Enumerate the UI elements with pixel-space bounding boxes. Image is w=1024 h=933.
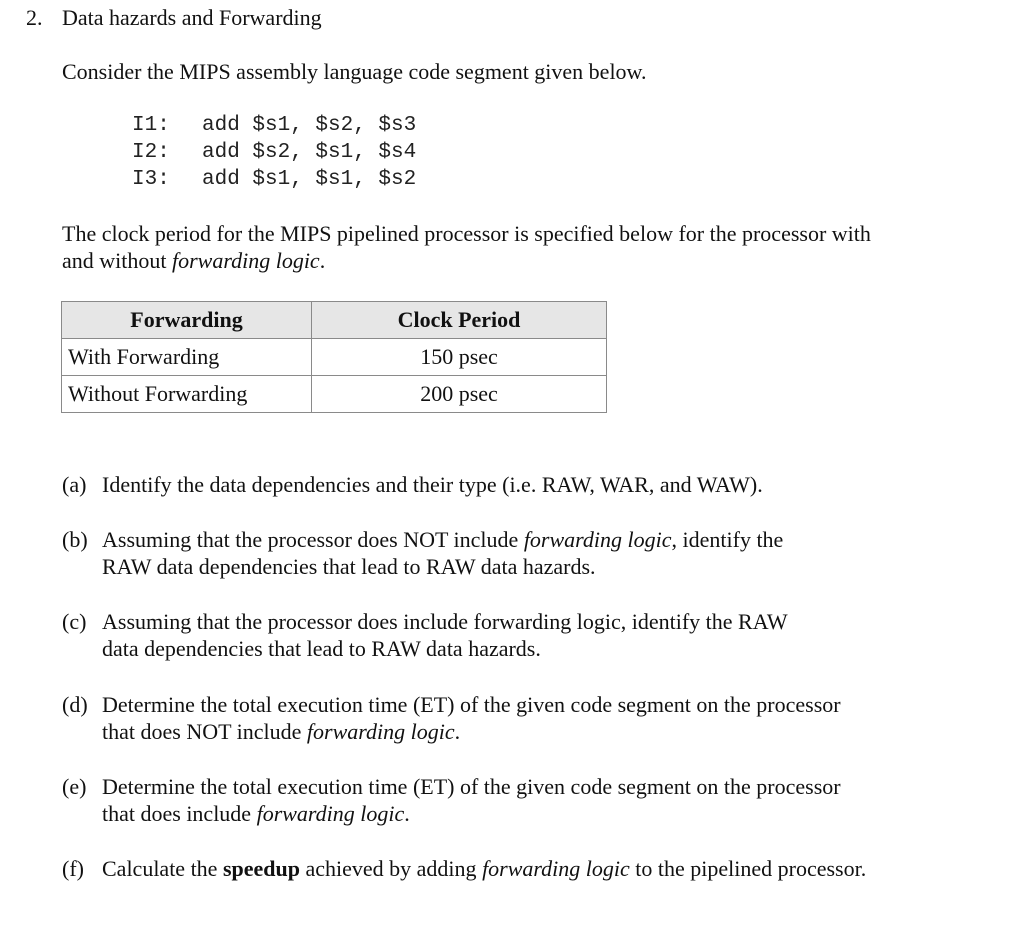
part-letter: (d)	[62, 692, 88, 717]
part-d-line-1: Determine the total execution time (ET) of the given code segment on the processor	[102, 692, 841, 717]
part-b-line-2: RAW data dependencies that lead to RAW data hazards.	[102, 554, 596, 579]
table-row	[62, 339, 607, 376]
part-e-text: that does include	[102, 801, 257, 826]
clock-period-table	[61, 301, 607, 413]
part-f-line-1	[102, 855, 866, 882]
part-d-text: that does NOT include	[102, 719, 307, 744]
instruction-text: add $s1, $s2, $s3	[202, 114, 417, 137]
part-letter: (e)	[62, 774, 87, 799]
part-c-line-1: Assuming that the processor does include forwarding logic, identify the RAW	[102, 609, 788, 634]
part-e	[62, 773, 841, 827]
part-e-text-end: .	[404, 801, 410, 826]
clock-text-line-1: The clock period for the MIPS pipelined processor is specified below for the processor with	[62, 221, 871, 246]
code-line-i2	[132, 139, 416, 166]
clock-period-description	[62, 220, 962, 274]
part-letter: (a)	[62, 472, 87, 497]
row-forwarding-mode: With Forwarding	[62, 339, 312, 376]
question-number: 2.	[26, 5, 43, 30]
header-clock-period: Clock Period	[312, 302, 607, 339]
part-b	[62, 526, 783, 580]
code-line-i3	[132, 166, 416, 193]
code-segment	[132, 112, 416, 193]
part-letter: (b)	[62, 527, 88, 552]
part-d-emphasis: forwarding logic	[306, 719, 455, 744]
part-letter: (f)	[62, 856, 84, 881]
part-b-emphasis: forwarding logic	[523, 527, 672, 552]
part-c	[62, 608, 788, 662]
clock-text-plain: and without	[62, 248, 172, 273]
instruction-label: I1:	[132, 114, 170, 137]
part-c-line-2: data dependencies that lead to RAW data hazards.	[102, 636, 541, 661]
clock-text-end: .	[319, 248, 326, 273]
part-f-text: Calculate the	[102, 856, 223, 881]
table-header-row	[62, 302, 607, 339]
code-line-i1	[132, 112, 416, 139]
part-f-bold: speedup	[222, 856, 300, 881]
part-d	[62, 691, 841, 745]
part-b-line-1	[102, 526, 783, 553]
part-f-text-mid: achieved by adding	[300, 856, 483, 881]
part-d-line-2	[102, 718, 841, 745]
part-a	[62, 471, 763, 498]
part-a-text: Identify the data dependencies and their type (i.e. RAW, WAR, and WAW).	[102, 472, 763, 497]
part-e-line-1: Determine the total execution time (ET) of the given code segment on the processor	[102, 774, 841, 799]
clock-text-line-2	[62, 247, 962, 274]
part-b-text: Assuming that the processor does NOT include	[102, 527, 524, 552]
table-row	[62, 376, 607, 413]
part-f	[62, 855, 866, 882]
part-d-text-end: .	[454, 719, 461, 744]
instruction-text: add $s1, $s1, $s2	[202, 168, 417, 191]
question-title: Data hazards and Forwarding	[62, 5, 322, 30]
part-e-emphasis: forwarding logic	[256, 801, 405, 826]
part-f-emphasis: forwarding logic	[482, 856, 630, 881]
clock-text-emphasis: forwarding logic	[172, 248, 320, 273]
part-e-line-2	[102, 800, 841, 827]
instruction-label: I2:	[132, 141, 170, 164]
question-heading	[26, 4, 322, 32]
row-clock-period: 150 psec	[312, 339, 607, 376]
part-f-text-end: to the pipelined processor.	[629, 856, 867, 881]
part-b-text-end: , identify the	[671, 527, 784, 552]
header-forwarding: Forwarding	[62, 302, 312, 339]
instruction-text: add $s2, $s1, $s4	[202, 141, 417, 164]
part-letter: (c)	[62, 609, 87, 634]
row-forwarding-mode: Without Forwarding	[62, 376, 312, 413]
row-clock-period: 200 psec	[312, 376, 607, 413]
intro-text: Consider the MIPS assembly language code segment given below.	[62, 59, 647, 84]
instruction-label: I3:	[132, 168, 170, 191]
